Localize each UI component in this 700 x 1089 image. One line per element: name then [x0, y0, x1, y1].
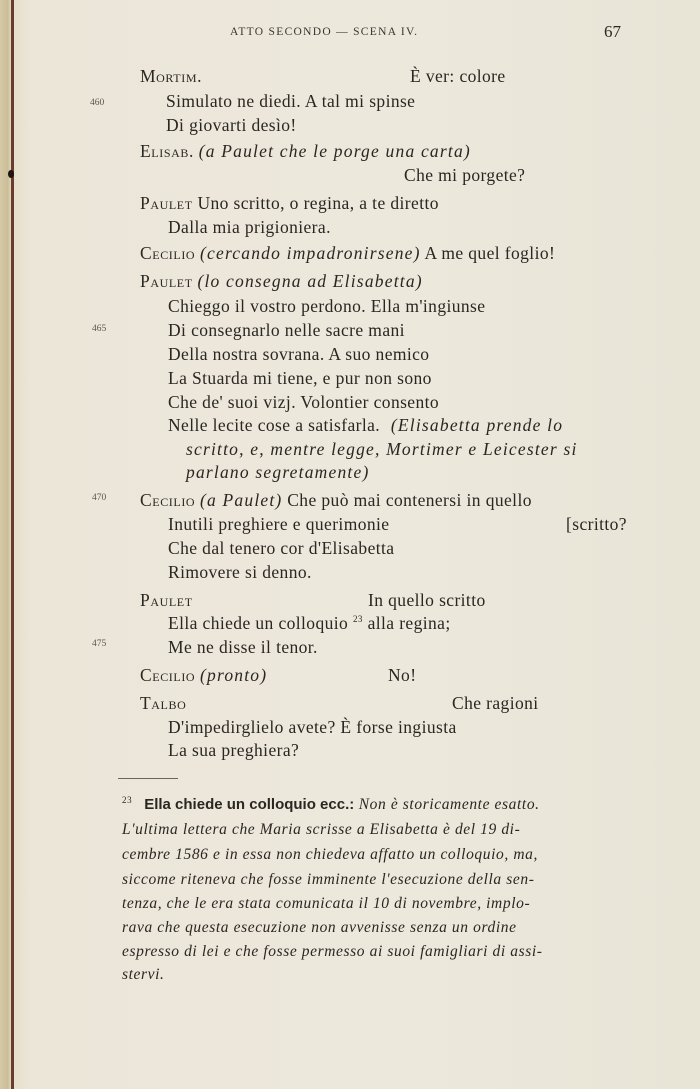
stage-direction: (lo consegna ad Elisabetta) — [197, 271, 423, 291]
footnote-line — [122, 796, 540, 814]
stage-direction: (cercando impadronirsene) — [199, 243, 421, 263]
footnote-line: L'ultima lettera che Maria scrisse a Elisabetta è del 19 di- — [122, 821, 521, 838]
verse-line: Che de' suoi vizj. Volontier consento — [168, 392, 440, 412]
verse-line: Dalla mia prigioniera. — [168, 217, 331, 237]
verse-line — [168, 415, 563, 436]
verse-line — [140, 693, 186, 714]
verse-line: Che dal tenero cor d'Elisabetta — [168, 538, 395, 558]
verse-line — [140, 490, 532, 511]
verse-line — [140, 665, 267, 686]
line-number: 470 — [92, 493, 107, 503]
page-number: 67 — [604, 22, 621, 41]
verse-line: Di giovarti desìo! — [166, 115, 297, 135]
speaker-name: Cecilio — [140, 243, 196, 263]
speaker-name: Paulet — [140, 590, 193, 610]
speaker-name: Mortim. — [140, 66, 203, 86]
verse-line: Che mi porgete? — [404, 165, 526, 185]
verse-line: D'impedirglielo avete? È forse ingiusta — [168, 717, 457, 737]
verse-line: Simulato ne diedi. A tal mi spinse — [166, 91, 416, 111]
running-head: ATTO SECONDO — SCENA IV. — [230, 26, 419, 38]
verse-overflow: [scritto? — [566, 514, 627, 534]
footnote-line: tenza, che le era stata comunicata il 10 di novembre, implo- — [122, 895, 531, 912]
footnote-line: rava che questa esecuzione non avvenisse senza un ordine — [122, 919, 517, 936]
speaker-name: Elisab. — [140, 141, 194, 161]
verse-line — [140, 66, 202, 87]
footnote-number: 23 — [122, 794, 133, 805]
verse-line — [410, 66, 506, 87]
page-binding-edge — [0, 0, 11, 1089]
verse-line: Chieggo il vostro perdono. Ella m'ingiunse — [168, 296, 486, 316]
footnote-divider — [118, 778, 178, 779]
verse-line: No! — [388, 665, 417, 685]
stage-direction: (a Paulet) — [199, 490, 283, 510]
verse-text: Uno scritto, o regina, a te diretto — [197, 193, 439, 213]
footnote-line: siccome riteneva che fosse imminente l'esecuzione della sen- — [122, 871, 535, 888]
verse-line: Me ne disse il tenor. — [168, 637, 318, 657]
stage-direction: (a Paulet che le porge una carta) — [198, 141, 471, 161]
verse-text: Ella chiede un colloquio — [168, 613, 349, 633]
verse-text: Che può mai contenersi in quello — [287, 490, 532, 510]
speaker-name: Paulet — [140, 271, 193, 291]
verse-text: A me quel foglio! — [424, 243, 556, 263]
stage-direction: (Elisabetta prende lo — [390, 415, 564, 435]
speaker-name: Talbo — [140, 693, 187, 713]
verse-line: Della nostra sovrana. A suo nemico — [168, 344, 430, 364]
stage-direction: (pronto) — [199, 665, 268, 685]
line-number: 460 — [90, 98, 105, 108]
stage-direction: scritto, e, mentre legge, Mortimer e Leicester si — [186, 439, 578, 459]
speaker-name: Paulet — [140, 193, 193, 213]
verse-line — [140, 590, 193, 611]
verse-line: Che ragioni — [452, 693, 539, 713]
verse-line — [140, 243, 555, 264]
footnote-text: Non è storicamente esatto. — [358, 796, 540, 813]
verse-line — [140, 271, 423, 292]
binding-gutter-line — [11, 0, 14, 1089]
verse-line — [140, 193, 439, 214]
verse-line — [140, 141, 471, 162]
verse-line — [168, 613, 451, 634]
footnote-line: cembre 1586 e in essa non chiedeva affatto un colloquio, ma, — [122, 846, 538, 863]
speaker-name: Cecilio — [140, 665, 196, 685]
verse-line: Inutili preghiere e querimonie — [168, 514, 390, 534]
footnote-line: stervi. — [122, 966, 165, 983]
verse-line: La sua preghiera? — [168, 740, 300, 760]
verse-line: La Stuarda mi tiene, e pur non sono — [168, 368, 432, 388]
footnote-lemma: Ella chiede un colloquio ecc.: — [144, 796, 355, 813]
speaker-name: Cecilio — [140, 490, 196, 510]
line-number: 465 — [92, 324, 107, 334]
verse-line: Di consegnarlo nelle sacre mani — [168, 320, 405, 340]
verse-text: È ver: colore — [410, 66, 506, 86]
binding-ink-spot — [8, 170, 14, 178]
footnote-reference[interactable]: 23 — [352, 614, 363, 625]
stage-direction: parlano segretamente) — [186, 462, 370, 482]
verse-text: Nelle lecite cose a satisfarla. — [168, 415, 381, 435]
verse-text: alla regina; — [367, 613, 451, 633]
verse-line: Rimovere si denno. — [168, 562, 312, 582]
verse-line: In quello scritto — [368, 590, 486, 610]
line-number: 475 — [92, 639, 107, 649]
footnote-line: espresso di lei e che fosse permesso ai suoi famigliari di assi- — [122, 943, 543, 960]
